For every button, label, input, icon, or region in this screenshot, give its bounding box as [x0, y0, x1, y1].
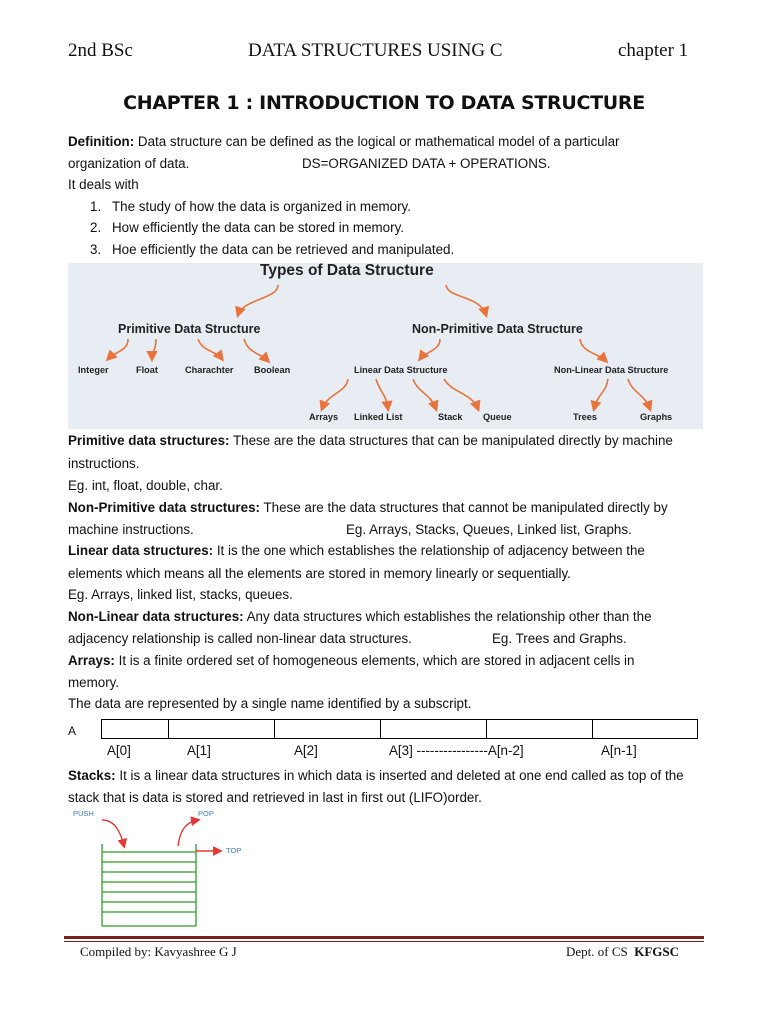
list-item [90, 199, 411, 214]
stacks-label: Stacks: [68, 768, 116, 783]
non-linear-node: Non-Linear Data Structure [554, 365, 669, 375]
graphs-node: Graphs [640, 412, 673, 422]
list-text: How efficiently the data can be stored in memory. [112, 220, 405, 235]
footer-rule-thin [64, 941, 704, 942]
non-primitive-node: Non-Primitive Data Structure [412, 322, 583, 336]
linear-label: Linear data structures: [68, 543, 214, 558]
queue-node: Queue [483, 412, 512, 422]
nonprim-label: Non-Primitive data structures: [68, 500, 260, 515]
array-index-0: A[0] [107, 743, 131, 758]
linked-list-node: Linked List [354, 412, 403, 422]
array-cell-divider [380, 720, 381, 738]
nonprim-para [68, 500, 668, 515]
stacks-text: It is a linear data structures in which data is inserted and deleted at one end called as top of the [115, 768, 684, 783]
linear-text: It is the one which establishes the relationship of adjacency between the [213, 543, 645, 558]
primitive-line2: instructions. [68, 456, 140, 471]
header-course: 2nd BSc [68, 40, 133, 61]
array-name: A [68, 724, 77, 738]
arrow-to-integer [108, 339, 128, 359]
list-item [90, 242, 454, 257]
arrays-text: It is a finite ordered set of homogeneous elements, which are stored in adjacent cells in [114, 653, 635, 668]
primitive-para [68, 433, 673, 448]
pop-arrow [178, 820, 198, 846]
arrays-para [68, 653, 634, 668]
array-cell-divider [592, 720, 593, 738]
list-num: 1. [90, 199, 102, 214]
primitive-label: Primitive data structures: [68, 433, 230, 448]
stack-drawing [68, 808, 248, 930]
linear-node: Linear Data Structure [354, 365, 448, 375]
linear-eg: Eg. Arrays, linked list, stacks, queues. [68, 587, 293, 602]
arrays-node: Arrays [309, 412, 339, 422]
push-arrow [102, 820, 124, 846]
nonprim-eg: Eg. Arrays, Stacks, Queues, Linked list, Graphs. [346, 522, 632, 537]
footer-college: KFGSC [634, 944, 680, 959]
nonlinear-eg: Eg. Trees and Graphs. [492, 631, 627, 646]
linear-line2: elements which means all the elements are stored in memory linearly or sequentially. [68, 566, 571, 581]
arrays-line2: memory. [68, 675, 120, 690]
list-num: 3. [90, 242, 102, 257]
page-title: CHAPTER 1 : INTRODUCTION TO DATA STRUCTURE [123, 92, 645, 114]
stacks-para [68, 768, 684, 783]
list-item [90, 220, 404, 235]
nonprim-line2: machine instructions. [68, 522, 194, 537]
arrays-line3: The data are represented by a single name identified by a subscript. [68, 696, 472, 711]
list-num: 2. [90, 220, 102, 235]
character-node: Charachter [185, 365, 234, 375]
arrow-to-primitive [238, 285, 278, 315]
array-cells [101, 719, 698, 739]
trees-node: Trees [573, 412, 598, 422]
definition-label: Definition: [68, 134, 135, 149]
nonlinear-para [68, 609, 652, 624]
nonprim-text: These are the data structures that cannot be manipulated directly by [259, 500, 668, 515]
float-node: Float [136, 365, 158, 375]
diagram-title: Types of Data Structure [260, 262, 434, 279]
definition-line2: organization of data. [68, 156, 190, 171]
array-index-1: A[1] [187, 743, 211, 758]
nonlinear-text: Any data structures which establishes the relationship other than the [243, 609, 652, 624]
push-label: PUSH [73, 809, 94, 818]
array-index-n: A[n-1] [601, 743, 637, 758]
array-cell-divider [274, 720, 275, 738]
footer-author: Compiled by: Kavyashree G J [80, 944, 237, 959]
linear-para [68, 543, 645, 558]
types-of-data-structure-diagram [68, 263, 703, 429]
array-cell-divider [168, 720, 169, 738]
array-index-2: A[2] [294, 743, 318, 758]
diagram-arrows [68, 263, 703, 429]
stacks-line2: stack that is data is stored and retrieved in last in first out (LIFO)order. [68, 790, 482, 805]
list-text: The study of how the data is organized in memory. [112, 199, 411, 214]
primitive-eg: Eg. int, float, double, char. [68, 478, 223, 493]
pop-label: POP [198, 809, 214, 818]
nonlinear-label: Non-Linear data structures: [68, 609, 244, 624]
footer-rule [64, 936, 704, 939]
primitive-node: Primitive Data Structure [118, 322, 261, 336]
deals-with: It deals with [68, 177, 139, 192]
definition-formula: DS=ORGANIZED DATA + OPERATIONS. [302, 156, 551, 171]
top-label: TOP [226, 846, 242, 855]
array-cell-divider [486, 720, 487, 738]
nonlinear-line2: adjacency relationship is called non-linear data structures. [68, 631, 412, 646]
arrays-label: Arrays: [68, 653, 115, 668]
integer-node: Integer [78, 365, 109, 375]
header-subject: DATA STRUCTURES USING C [248, 40, 503, 61]
footer-dept [566, 944, 679, 960]
stack-node: Stack [438, 412, 463, 422]
stack-figure [68, 808, 248, 930]
boolean-node: Boolean [254, 365, 291, 375]
definition-text: Data structure can be defined as the logical or mathematical model of a particular [134, 134, 620, 149]
primitive-text: These are the data structures that can be manipulated directly by machine [229, 433, 673, 448]
definition-line [68, 134, 620, 149]
array-index-3: A[3] ----------------A[n-2] [389, 743, 524, 758]
list-text: Hoe efficiently the data can be retrieved and manipulated. [112, 242, 455, 257]
footer-dept-prefix: Dept. of CS [566, 944, 628, 959]
arrow-to-non-primitive [446, 285, 486, 315]
header-chapter: chapter 1 [618, 40, 689, 61]
